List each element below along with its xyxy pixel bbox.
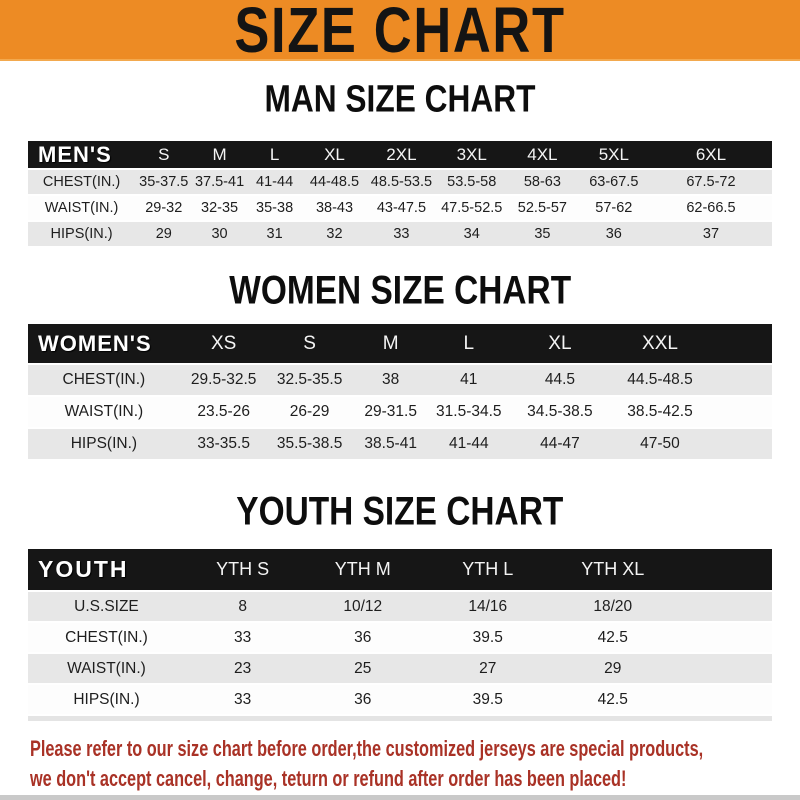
bottom-strip (0, 795, 800, 800)
size-value: 44.5 (508, 364, 612, 396)
size-value: 10/12 (300, 591, 425, 622)
size-column-header: XL (508, 324, 612, 364)
size-value: 35-37.5 (135, 169, 192, 195)
size-column-header: 4XL (507, 141, 578, 169)
size-value: 42.5 (550, 622, 675, 653)
size-column-header: 2XL (366, 141, 436, 169)
size-value: 29-32 (135, 195, 192, 221)
disclaimer (30, 734, 800, 794)
size-value: 25 (300, 653, 425, 684)
size-value: 38.5-42.5 (612, 396, 708, 428)
spacer-cell (675, 591, 772, 622)
disclaimer-line-2: we don't accept cancel, change, teturn or refund after order has been placed! (30, 766, 627, 791)
row-label: CHEST(IN.) (28, 169, 135, 195)
size-value: 53.5-58 (436, 169, 507, 195)
row-label: CHEST(IN.) (28, 364, 180, 396)
size-value: 35.5-38.5 (268, 428, 352, 460)
row-label: WAIST(IN.) (28, 195, 135, 221)
men-heading-text: MAN SIZE CHART (264, 76, 536, 120)
banner (0, 0, 800, 61)
size-value: 34.5-38.5 (508, 396, 612, 428)
size-value: 58-63 (507, 169, 578, 195)
size-column-header: S (135, 141, 192, 169)
measurement-row (28, 653, 772, 684)
size-value: 35 (507, 221, 578, 247)
size-value: 27 (425, 653, 550, 684)
size-value: 23 (185, 653, 300, 684)
table-title-label: YOUTH (28, 549, 185, 591)
spacer-cell (708, 428, 772, 460)
table-header-row (28, 141, 772, 169)
women-size-table (28, 324, 772, 461)
size-value: 44-47 (508, 428, 612, 460)
size-value: 36 (300, 684, 425, 715)
row-label: HIPS(IN.) (28, 684, 185, 715)
size-value: 62-66.5 (650, 195, 772, 221)
measurement-row (28, 428, 772, 460)
measurement-row (28, 684, 772, 715)
size-value: 43-47.5 (366, 195, 436, 221)
row-label: U.S.SIZE (28, 591, 185, 622)
size-value: 33-35.5 (180, 428, 268, 460)
women-heading-text: WOMEN SIZE CHART (229, 268, 571, 314)
size-value: 29 (550, 653, 675, 684)
men-heading (0, 76, 800, 120)
size-value: 29-31.5 (352, 396, 430, 428)
measurement-row (28, 169, 772, 195)
size-value: 39.5 (425, 684, 550, 715)
size-value: 32.5-35.5 (268, 364, 352, 396)
size-value: 36 (300, 622, 425, 653)
size-value: 37.5-41 (192, 169, 246, 195)
size-column-header: 5XL (578, 141, 650, 169)
measurement-row (28, 396, 772, 428)
size-column-header: YTH L (425, 549, 550, 591)
size-value: 41-44 (247, 169, 303, 195)
size-value: 33 (185, 622, 300, 653)
size-value: 33 (185, 684, 300, 715)
size-value: 18/20 (550, 591, 675, 622)
spacer-cell (675, 622, 772, 653)
size-value: 29 (135, 221, 192, 247)
size-value: 52.5-57 (507, 195, 578, 221)
women-section (0, 268, 800, 461)
size-value: 30 (192, 221, 246, 247)
size-value: 33 (366, 221, 436, 247)
size-value: 32-35 (192, 195, 246, 221)
size-column-header: XS (180, 324, 268, 364)
measurement-row (28, 195, 772, 221)
men-section (0, 76, 800, 248)
size-value: 48.5-53.5 (366, 169, 436, 195)
size-value: 29.5-32.5 (180, 364, 268, 396)
row-label: HIPS(IN.) (28, 428, 180, 460)
size-column-header: XXL (612, 324, 708, 364)
spacer-cell (708, 364, 772, 396)
size-column-header: YTH M (300, 549, 425, 591)
spacer-cell (708, 396, 772, 428)
measurement-row (28, 221, 772, 247)
size-value: 36 (578, 221, 650, 247)
measurement-row (28, 364, 772, 396)
table-title-label: MEN'S (28, 141, 135, 169)
size-value: 14/16 (425, 591, 550, 622)
size-column-header: L (247, 141, 303, 169)
men-size-table (28, 141, 772, 248)
divider (28, 716, 772, 721)
size-column-header: XL (303, 141, 367, 169)
row-label: CHEST(IN.) (28, 622, 185, 653)
size-value: 42.5 (550, 684, 675, 715)
size-value: 67.5-72 (650, 169, 772, 195)
youth-heading (0, 489, 800, 535)
size-column-header: M (352, 324, 430, 364)
size-value: 37 (650, 221, 772, 247)
spacer-cell (675, 653, 772, 684)
spacer-cell (708, 324, 772, 364)
size-column-header: 6XL (650, 141, 772, 169)
size-value: 63-67.5 (578, 169, 650, 195)
banner-title: SIZE CHART (234, 0, 566, 61)
size-column-header: 3XL (436, 141, 507, 169)
row-label: HIPS(IN.) (28, 221, 135, 247)
size-value: 31 (247, 221, 303, 247)
size-value: 38 (352, 364, 430, 396)
spacer-cell (675, 549, 772, 591)
row-label: WAIST(IN.) (28, 653, 185, 684)
size-value: 39.5 (425, 622, 550, 653)
women-heading (0, 268, 800, 314)
size-value: 38.5-41 (352, 428, 430, 460)
table-header-row (28, 549, 772, 591)
size-value: 47.5-52.5 (436, 195, 507, 221)
youth-heading-text: YOUTH SIZE CHART (236, 489, 564, 535)
table-title-label: WOMEN'S (28, 324, 180, 364)
size-value: 34 (436, 221, 507, 247)
measurement-row (28, 622, 772, 653)
youth-section (0, 489, 800, 716)
size-value: 26-29 (268, 396, 352, 428)
size-value: 41 (430, 364, 508, 396)
spacer-cell (675, 684, 772, 715)
size-value: 23.5-26 (180, 396, 268, 428)
size-value: 44-48.5 (303, 169, 367, 195)
table-header-row (28, 324, 772, 364)
disclaimer-line-1: Please refer to our size chart before order,the customized jerseys are special products, (30, 736, 704, 761)
row-label: WAIST(IN.) (28, 396, 180, 428)
size-value: 41-44 (430, 428, 508, 460)
measurement-row (28, 591, 772, 622)
size-value: 8 (185, 591, 300, 622)
size-value: 57-62 (578, 195, 650, 221)
size-value: 31.5-34.5 (430, 396, 508, 428)
size-column-header: S (268, 324, 352, 364)
size-value: 32 (303, 221, 367, 247)
size-column-header: M (192, 141, 246, 169)
size-column-header: L (430, 324, 508, 364)
size-column-header: YTH XL (550, 549, 675, 591)
youth-size-table (28, 549, 772, 716)
size-value: 35-38 (247, 195, 303, 221)
size-value: 44.5-48.5 (612, 364, 708, 396)
size-value: 47-50 (612, 428, 708, 460)
size-column-header: YTH S (185, 549, 300, 591)
size-value: 38-43 (303, 195, 367, 221)
